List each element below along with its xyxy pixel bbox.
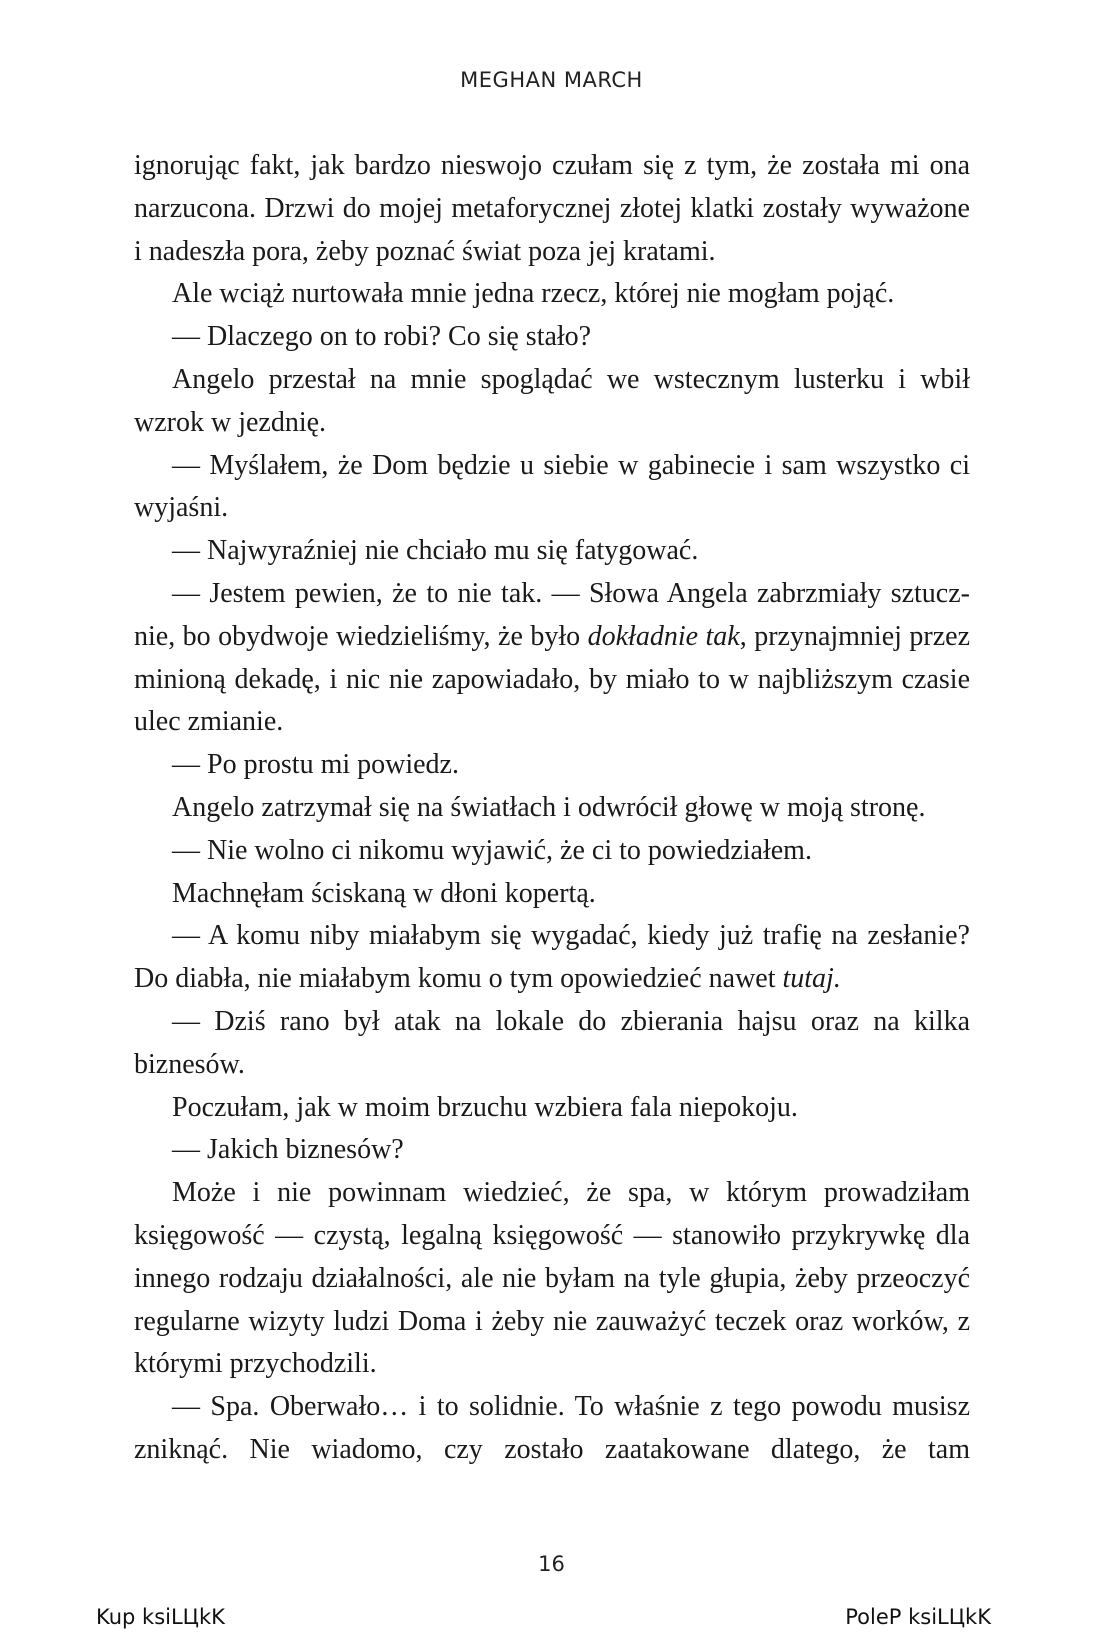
page-number: 16	[538, 1552, 565, 1576]
dialogue-paragraph: — Dlaczego on to robi? Co się stało?	[172, 321, 592, 353]
recommend-book-link[interactable]: PoleP ksiLЦkK	[845, 1605, 991, 1629]
paragraph: Angelo zatrzymał się na światłach i odwrócił głowę w moją stronę.	[172, 791, 926, 823]
dialogue-paragraph: — Myślałem, że Dom będzie u siebie w gabinecie i sam wszystko ci wyjaśni.	[134, 449, 970, 524]
paragraph: Angelo przestał na mnie spoglądać we wstecznym lusterku i wbił wzrok w jezdnię.	[134, 363, 970, 438]
paragraph-text: , przynajmniej przez minioną dekadę, i nic nie zapowiadało, by miało to w najbliższym czasie ulec zmianie.	[134, 620, 971, 738]
dialogue-paragraph: — Jakich biznesów?	[172, 1134, 404, 1166]
paragraph-text: — Jestem pewien, że to nie tak. — Słowa Angela zabrzmiały sztucznie, bo obydwoje wiedzieliśmy, że było	[134, 577, 970, 652]
paragraph: ignorując fakt, jak bardzo nieswojo czułam się z tym, że została mi ona narzucona. Drzwi do mojej metaforycznej złotej klatki zostały wyważone i nadeszła pora, żeby poznać świat poza jej kratami.	[134, 150, 970, 267]
paragraph: Machnęłam ściskaną w dłoni kopertą.	[172, 877, 596, 909]
dialogue-paragraph: — Najwyraźniej nie chciało mu się fatygować.	[172, 535, 699, 567]
dialogue-paragraph: — Po prostu mi powiedz.	[172, 749, 459, 781]
dialogue-paragraph: — Nie wolno ci nikomu wyjawić, że ci to powiedziałem.	[172, 834, 812, 866]
paragraph: Ale wciąż nurtowała mnie jedna rzecz, której nie mogłam pojąć.	[172, 278, 895, 310]
paragraph: Może i nie powinnam wiedzieć, że spa, w którym prowadziłam księgowość — czystą, legalną księgowość — stanowiło przykrywkę dla innego rodzaju działalności, ale nie byłam na tyle głupia, żeby przeoczyć regularne wizyty ludzi Doma i żeby nie zauważyć teczek oraz worków, z którymi przychodzili.	[134, 1177, 970, 1380]
emphasis-text: dokładnie tak	[587, 620, 740, 652]
emphasis-text: tutaj.	[782, 963, 841, 995]
buy-book-link[interactable]: Kup ksiLЦkK	[96, 1605, 225, 1629]
dialogue-paragraph: — Dziś rano był atak na lokale do zbierania hajsu oraz na kilka biznesów.	[134, 1005, 970, 1080]
paragraph: Poczułam, jak w moim brzuchu wzbiera fala niepokoju.	[172, 1091, 798, 1123]
dialogue-paragraph: — Spa. Oberwało… i to solidnie. To właśnie z tego powodu musisz zniknąć. Nie wiadomo, czy zostało zaatakowane dlatego, że tam	[134, 1391, 970, 1465]
book-body-text	[134, 145, 970, 1472]
dialogue-paragraph	[134, 915, 970, 1001]
paragraph-text: — A komu niby miałabym się wygadać, kiedy już trafię na zesłanie? Do diabła, nie miałabym komu o tym opowiedzieć nawet	[134, 920, 970, 995]
running-header-author: MEGHAN MARCH	[460, 68, 643, 92]
dialogue-paragraph	[134, 573, 970, 744]
